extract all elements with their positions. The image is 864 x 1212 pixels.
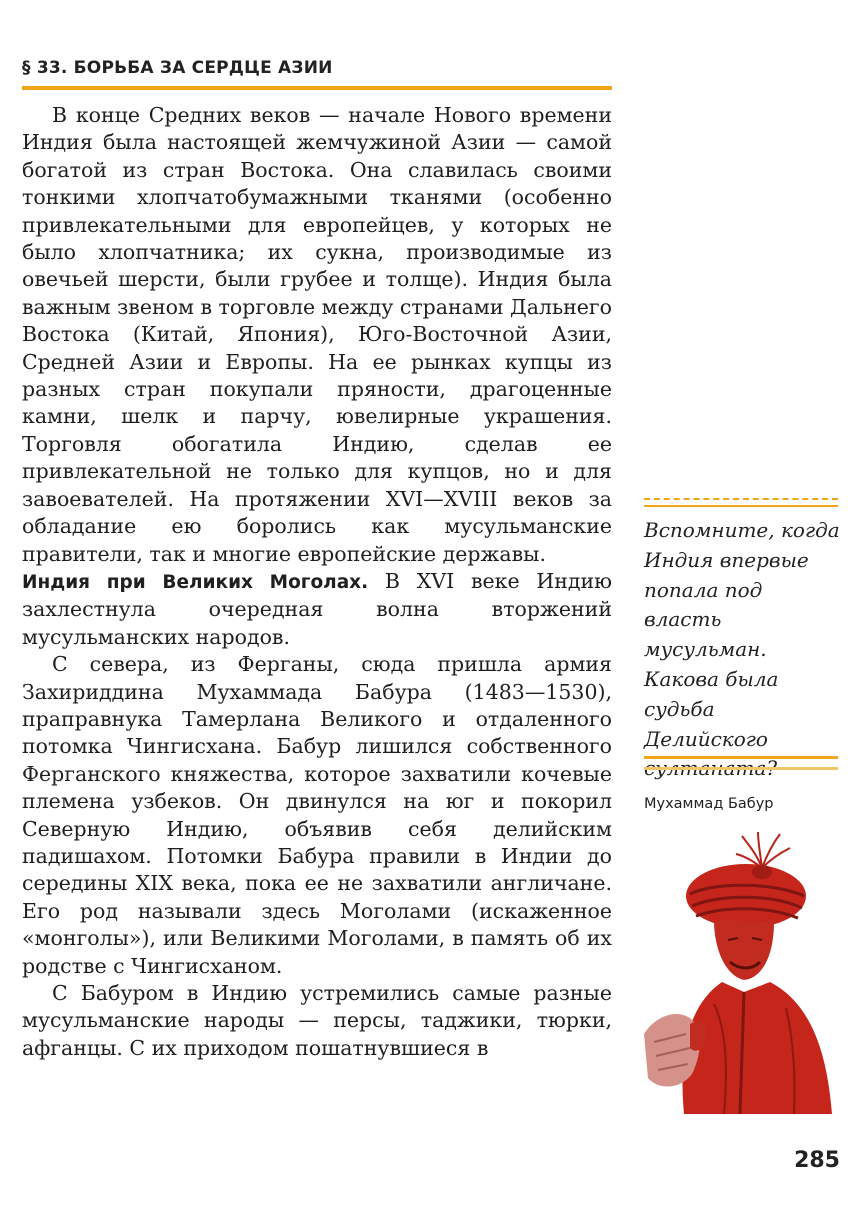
turban-plume — [736, 832, 790, 868]
title-underline — [22, 86, 612, 90]
portrait-image — [644, 828, 840, 1114]
main-text — [22, 102, 612, 1062]
sidebar-top-rule — [644, 498, 838, 507]
page-number: 285 — [794, 1148, 840, 1173]
paragraph-2 — [22, 568, 612, 651]
section-title: § 33. БОРЬБА ЗА СЕРДЦЕ АЗИИ — [22, 58, 333, 78]
paragraph-2-text: В XVI веке Индию захлестнула очередная волна вторжений мусульманских народов. — [22, 568, 612, 649]
paragraph-4: С Бабуром в Индию устремились самые разные мусульманские народы — персы, таджики, тюрки, афганцы. С их приходом пошатнувшиеся в — [22, 981, 612, 1060]
recall-question: Вспомните, когда Индия впервые попала под власть мусульман. Какова была судьба Делийского султаната? — [644, 518, 840, 781]
paragraph-3: С севера, из Ферганы, сюда пришла армия Захириддина Мухаммада Бабура (1483—1530), праправнука Тамерлана Великого и отдаленного потомка Чингисхана. Бабур лишился собственного Ферганского княжества, которое захватили кочевые племена узбеков. Он двинулся на юг и покорил Северную Индию, объявив себя делийским падишахом. Потомки Бабура правили в Индии до середины XIX века, пока ее не захватили англичане. Его род называли здесь Моголами (искаженное «монголы»), или Великими Моголами, в память об их родстве с Чингисханом. — [22, 652, 612, 978]
subheading: Индия при Великих Моголах. — [22, 571, 369, 593]
sidebar-bottom-rule — [644, 756, 838, 770]
paragraph-1: В конце Средних веков — начале Нового времени Индия была настоящей жемчужиной Азии — самой богатой из стран Востока. Она славилась своими тонкими хлопчатобумажными тканями (особенно привлекательными для европейцев, у которых не было хлопчатника; их сукна, производимые из овечьей шерсти, были грубее и толще). Индия была важным звеном в торговле между странами Дальнего Востока (Китай, Япония), Юго-Восточной Азии, Средней Азии и Европы. На ее рынках купцы из разных стран покупали пряности, драгоценные камни, шелк и парчу, ювелирные украшения. Торговля обогатила Индию, сделав ее привлекательной не только для купцов, но и для завоевателей. На протяжении XVI—XVIII веков за обладание ею боролись как мусульманские правители, так и многие европейские державы. — [22, 103, 612, 566]
portrait-caption: Мухаммад Бабур — [644, 796, 774, 812]
robe — [683, 982, 832, 1114]
face — [714, 920, 774, 980]
